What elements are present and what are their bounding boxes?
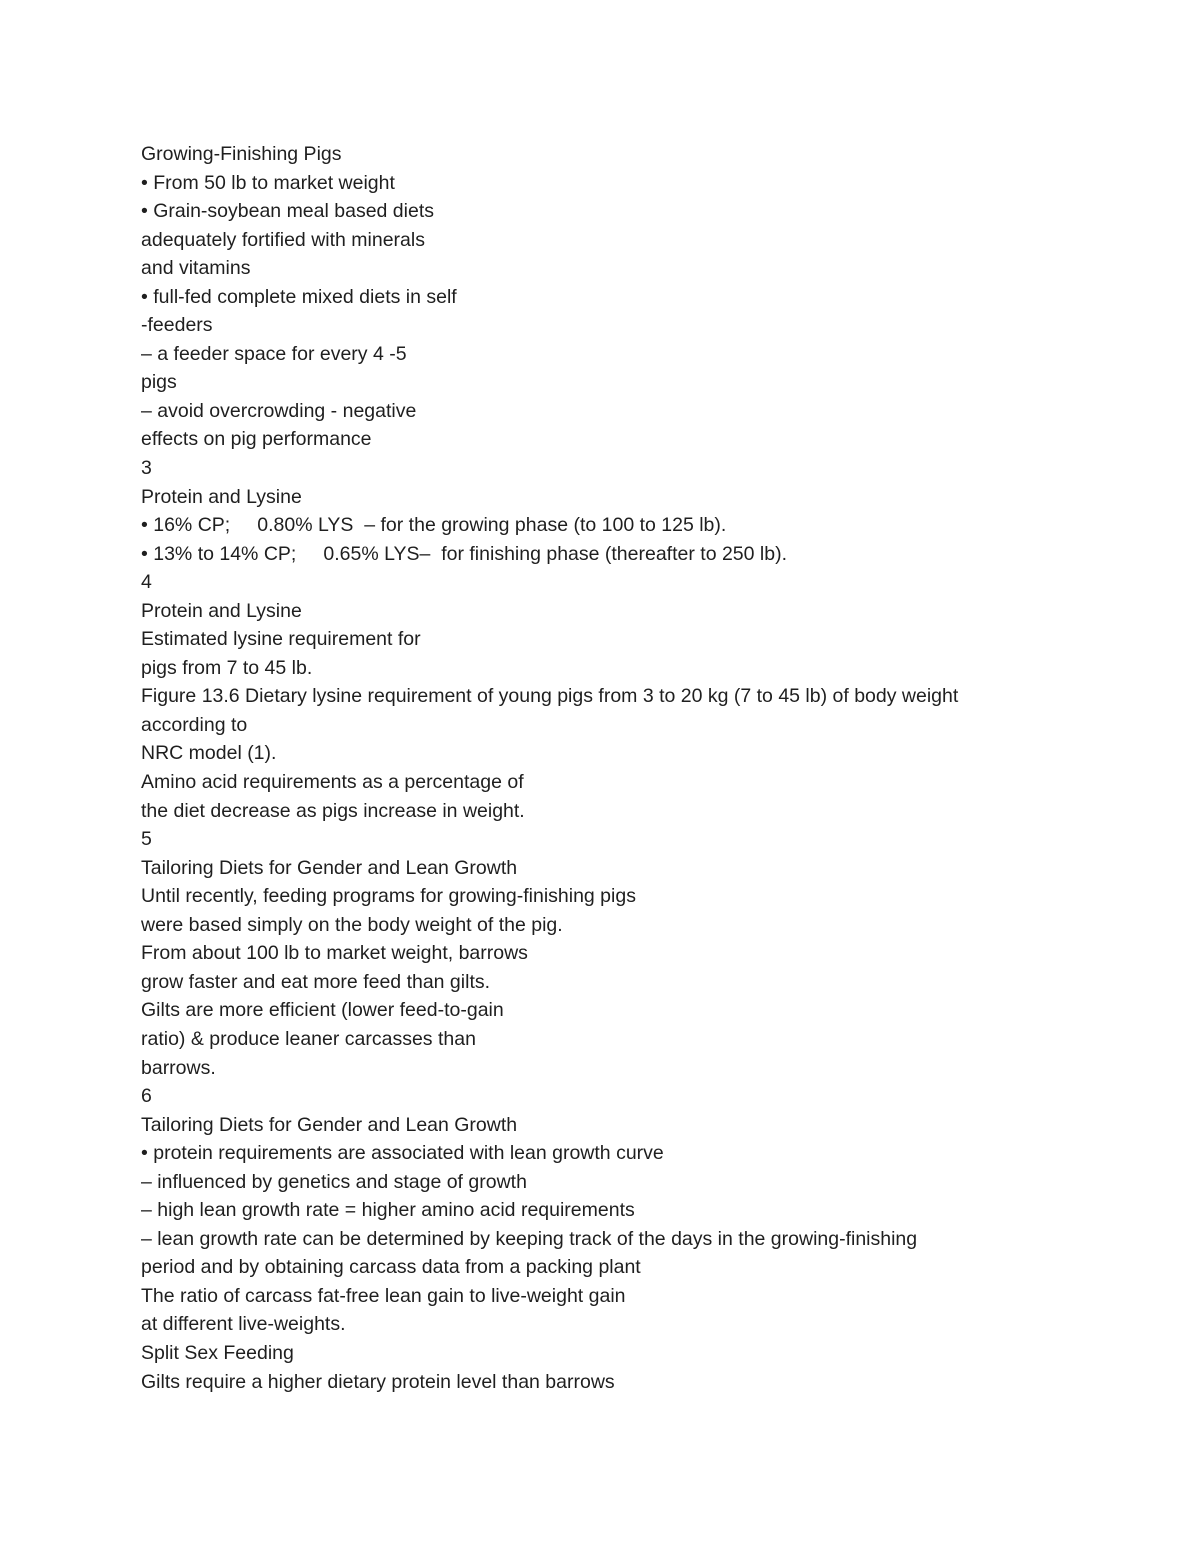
text-line: The ratio of carcass fat-free lean gain to live-weight gain: [141, 1284, 626, 1307]
section-heading: Protein and Lysine: [141, 485, 302, 508]
text-line: • Grain-soybean meal based diets: [141, 200, 434, 223]
text-line: Gilts require a higher dietary protein level than barrows: [141, 1370, 615, 1393]
text-line: -feeders: [141, 314, 213, 337]
section-heading: Tailoring Diets for Gender and Lean Growth: [141, 1113, 518, 1136]
text-line: period and by obtaining carcass data from a packing plant: [141, 1256, 641, 1279]
text-line: • 13% to 14% CP; 0.65% LYS– for finishing phase (thereafter to 250 lb).: [141, 542, 787, 565]
text-line: Gilts are more efficient (lower feed-to-gain: [141, 999, 504, 1022]
figure-caption: NRC model (1).: [141, 742, 277, 765]
text-line: Estimated lysine requirement for: [141, 628, 421, 651]
text-line: pigs from 7 to 45 lb.: [141, 656, 313, 679]
page-number: 4: [141, 571, 152, 594]
text-line: Until recently, feeding programs for growing-finishing pigs: [141, 885, 636, 908]
text-line: the diet decrease as pigs increase in weight.: [141, 799, 525, 822]
text-line: – avoid overcrowding - negative: [141, 399, 417, 422]
text-line: – high lean growth rate = higher amino acid requirements: [141, 1199, 635, 1222]
document-body: [141, 140, 1101, 1396]
text-line: – a feeder space for every 4 -5: [141, 342, 407, 365]
page-number: 3: [141, 457, 152, 480]
text-line: and vitamins: [141, 257, 251, 280]
text-line: – influenced by genetics and stage of growth: [141, 1170, 527, 1193]
text-line: • full-fed complete mixed diets in self: [141, 285, 457, 308]
text-line: barrows.: [141, 1056, 216, 1079]
figure-caption: according to: [141, 713, 248, 736]
text-line: From about 100 lb to market weight, barrows: [141, 942, 528, 965]
page-number: 5: [141, 828, 152, 851]
text-line: • protein requirements are associated with lean growth curve: [141, 1142, 664, 1165]
text-line: effects on pig performance: [141, 428, 372, 451]
text-line: • 16% CP; 0.80% LYS – for the growing phase (to 100 to 125 lb).: [141, 514, 727, 537]
section-heading: Split Sex Feeding: [141, 1341, 294, 1364]
section-heading: Protein and Lysine: [141, 599, 302, 622]
text-line: adequately fortified with minerals: [141, 228, 425, 251]
page-number: 6: [141, 1085, 152, 1108]
text-line: • From 50 lb to market weight: [141, 171, 395, 194]
text-line: pigs: [141, 371, 177, 394]
text-line: Growing-Finishing Pigs: [141, 143, 342, 165]
text-line: – lean growth rate can be determined by keeping track of the days in the growing-finishing: [141, 1227, 918, 1250]
figure-caption: Figure 13.6 Dietary lysine requirement of young pigs from 3 to 20 kg (7 to 45 lb) of body weight: [141, 685, 959, 708]
text-line: at different live-weights.: [141, 1313, 346, 1336]
text-line: were based simply on the body weight of the pig.: [141, 913, 563, 936]
text-line: grow faster and eat more feed than gilts.: [141, 970, 491, 993]
text-line: Amino acid requirements as a percentage of: [141, 771, 524, 794]
section-heading: Tailoring Diets for Gender and Lean Growth: [141, 856, 518, 879]
text-line: ratio) & produce leaner carcasses than: [141, 1027, 476, 1050]
